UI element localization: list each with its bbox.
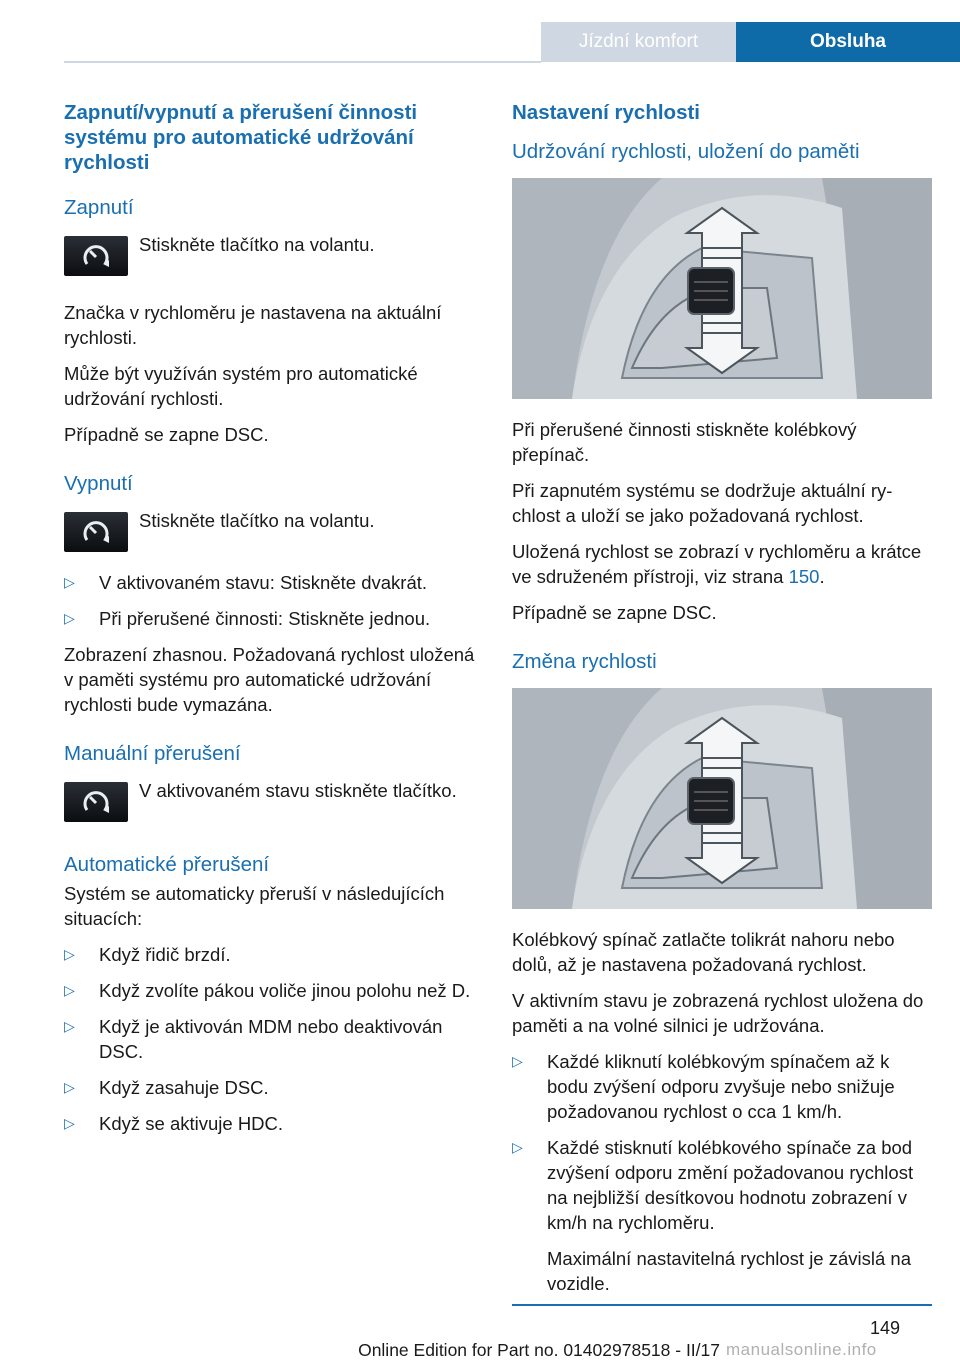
change-text-2: V aktivním stavu je zobrazená rychlost uložena do paměti a na volné silnici je udržována. xyxy=(512,990,924,1036)
left-main-title: Zapnutí/vypnutí a přerušení činnosti systému pro automatické udržování rychlosti xyxy=(64,101,418,174)
triangle-bullet-icon: ▷ xyxy=(64,610,75,626)
header-chapter-label: Obsluha xyxy=(736,22,960,62)
change-list xyxy=(512,1049,932,1296)
list-item: ▷ Při přerušené činnosti: Stiskněte jednou. xyxy=(64,608,431,629)
list-item: ▷ Když je aktivován MDM nebo deaktivován DSC. xyxy=(64,1016,443,1062)
on-instruction: Stiskněte tlačítko na volantu. xyxy=(139,234,375,255)
triangle-bullet-icon: ▷ xyxy=(64,1079,75,1095)
keep-text-4: Případně se zapne DSC. xyxy=(512,602,717,623)
edition-note: Online Edition for Part no. 01402978518 - II/17 xyxy=(358,1340,720,1360)
page-header xyxy=(0,22,960,62)
page-number: 149 xyxy=(869,1318,900,1338)
on-text-1: Značka v rychloměru je nastavena na aktuální rychlosti. xyxy=(64,302,442,348)
heading-off: Vypnutí xyxy=(64,472,133,495)
off-list xyxy=(64,570,478,631)
off-text-1: Zobrazení zhasnou. Požadovaná rychlost uložená v paměti systému pro automatické udržování rychlosti bude vymazána. xyxy=(64,644,475,715)
triangle-bullet-icon: ▷ xyxy=(64,1115,75,1131)
manual-instruction: V aktivovaném stavu stiskněte tlačítko. xyxy=(139,780,457,801)
change-text-1: Kolébkový spínač zatlačte tolikrát nahoru nebo dolů, až je nastavena požadovaná rychlost. xyxy=(512,929,895,975)
list-item: ▷ V aktivovaném stavu: Stiskněte dvakrát. xyxy=(64,572,428,593)
heading-change: Změna rychlosti xyxy=(512,650,657,673)
heading-auto: Automatické přerušení xyxy=(64,853,270,876)
left-column xyxy=(64,100,478,1147)
header-section-label: Jízdní komfort xyxy=(541,22,736,62)
triangle-bullet-icon: ▷ xyxy=(512,1053,523,1069)
triangle-bullet-icon: ▷ xyxy=(64,982,75,998)
list-item: ▷ Každé kliknutí kolébkovým spínačem až k bodu zvýšení odporu zvyšuje nebo snižuje požadovanou rychlost o cca 1 km/h. xyxy=(512,1051,895,1122)
cruise-control-button-icon xyxy=(64,782,128,822)
steering-wheel-rocker-image xyxy=(512,688,932,909)
watermark: manualsonline.info xyxy=(726,1340,877,1359)
keep-text-2: Při zapnutém systému se dodržuje aktuální rychlost a uloží se jako požadovaná rychlost. xyxy=(512,480,893,526)
icon-row-on xyxy=(64,232,478,276)
triangle-bullet-icon: ▷ xyxy=(64,1018,75,1034)
icon-row-manual xyxy=(64,778,478,822)
triangle-bullet-icon: ▷ xyxy=(64,574,75,590)
right-column xyxy=(512,100,932,1307)
heading-on: Zapnutí xyxy=(64,196,134,219)
header-rule xyxy=(64,61,541,63)
off-instruction: Stiskněte tlačítko na volantu. xyxy=(139,510,375,531)
steering-wheel-rocker-image xyxy=(512,178,932,399)
on-text-3: Případně se zapne DSC. xyxy=(64,424,269,445)
change-note: Maximální nastavitelná rychlost je závislá na vozidle. xyxy=(547,1248,911,1294)
list-item: ▷ Když řidič brzdí. xyxy=(64,944,231,965)
heading-manual: Manuální přerušení xyxy=(64,742,241,765)
cruise-control-button-icon xyxy=(64,236,128,276)
icon-row-off xyxy=(64,508,478,552)
list-item: ▷ Každé stisknutí kolébkového spínače za bod zvýšení odporu změní požadovanou rychlost na nejbližší desítkovou hodnotu zobrazení v km/h na rychloměru. Maximální nastavitelná rychlost je závislá na vozidle. xyxy=(512,1135,932,1296)
cruise-control-button-icon xyxy=(64,512,128,552)
page-reference-link[interactable]: 150 xyxy=(788,566,820,587)
list-item: ▷ Když se aktivuje HDC. xyxy=(64,1113,284,1134)
on-text-2: Může být využíván systém pro automatické udržování rychlosti. xyxy=(64,363,418,409)
triangle-bullet-icon: ▷ xyxy=(64,946,75,962)
list-item: ▷ Když zasahuje DSC. xyxy=(64,1077,269,1098)
right-main-title: Nastavení rychlosti xyxy=(512,101,700,124)
auto-list xyxy=(64,942,478,1136)
keep-text-1: Při přerušené činnosti stiskněte kolébkový přepínač. xyxy=(512,419,857,465)
triangle-bullet-icon: ▷ xyxy=(512,1139,523,1155)
heading-keep: Udržování rychlosti, uložení do paměti xyxy=(512,140,860,163)
keep-text-3: Uložená rychlost se zobrazí v rychloměru a krátce ve sdruženém přístroji, viz strana 150. xyxy=(512,541,922,587)
auto-text-1: Systém se automaticky přeruší v následujících situacích: xyxy=(64,883,445,929)
footer-rule xyxy=(512,1304,932,1306)
list-item: ▷ Když zvolíte pákou voliče jinou polohu než D. xyxy=(64,980,471,1001)
